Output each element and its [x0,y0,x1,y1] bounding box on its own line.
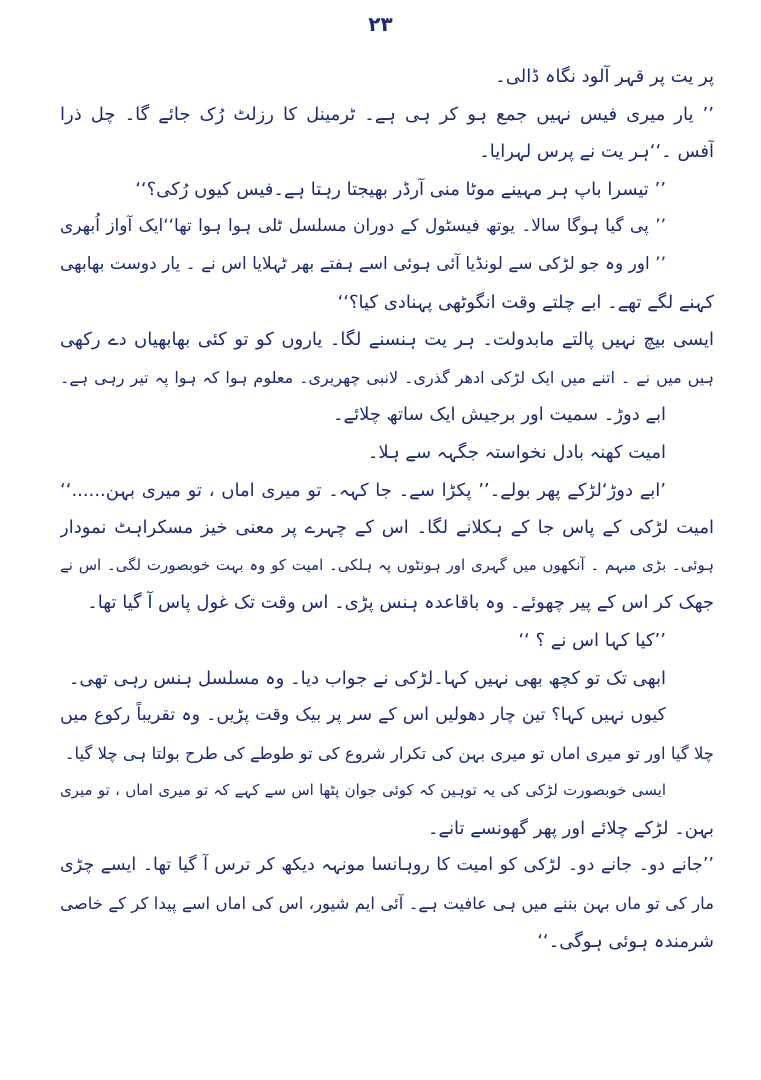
text-line: ’’ اور وہ جو لڑکی سے لونڈیا آئی ہوئی اسے ہفتے بھر ٹہلایا اس نے ۔ یار دوست بھابھی [60,253,666,274]
text-line: ابھی تک تو کچھ بھی نہیں کہا۔لڑکی نے جواب دیا۔ وہ مسلسل ہنس رہی تھی۔ [68,667,666,689]
text-line: ’’ پی گیا ہوگا سالا۔ یوتھ فیسٹول کے دوران مسلسل ٹلی ہوا ہوا تھا‘‘ایک آواز اُبھری [60,216,666,237]
text-line: چلا گیا اور تو میری اماں تو میری بہن کی تکرار شروع کی تو طوطے کی طرح بولتا ہی چلا گیا۔ [64,743,714,763]
text-line: ایسی خوبصورت لڑکی کی یہ توہین کہ کوئی جوان پٹھا اس سے کہے کہ تو میری اماں ، تو میری [60,781,666,800]
text-line: ’ابے دوڑ‘لڑکے پھر بولے۔’’ پکڑا سے۔ جا کہہ۔ تو میری اماں ، تو میری بہن......‘‘ [60,479,666,501]
page-number: ۲۳ [368,12,393,36]
text-line: ’’ تیسرا باپ ہر مہینے موٹا منی آرڈر بھیجتا رہتا ہے۔فیس کیوں رُکی؟‘‘ [135,178,666,200]
text-line: بہن۔ لڑکے چلائے اور پھر گھونسے تانے۔ [427,817,714,839]
text-line: ہوئی۔ بڑی مبہم ۔ آنکھوں میں گہری اور ہونٹوں پہ ہلکی۔ امیت کو وہ بہت خوبصورت لگی۔ اس نے [60,555,714,574]
text-line: ایسی بیچ نہیں پالتے مابدولت۔ ہر یت ہنسنے لگا۔ یاروں کو تو کئی بھابھیاں دے رکھی [60,329,714,351]
text-line: کیوں نہیں کہا؟ تین چار دھولیں اس کے سر پر بیک وقت پڑیں۔ وہ تقریباً رکوع میں [60,705,666,726]
text-line: آفس ۔‘‘ہر یت نے پرس لہرایا۔ [479,141,714,163]
text-line: شرمندہ ہوئی ہوگی۔‘‘ [537,930,714,952]
text-line: جھک کر اس کے پیر چھوئے۔ وہ باقاعدہ ہنس پڑی۔ اس وقت تک غول پاس آ گیا تھا۔ [87,592,714,614]
text-line: مار کی تو ماں بہن بننے میں ہی عافیت ہے۔ آئی ایم شیور، اس کی اماں اسے پیدا کر کے خاصی [60,894,714,914]
text-line: ’’ یار میری فیس نہیں جمع ہو کر ہی ہے۔ ٹرمینل کا رزلٹ رُک جائے گا۔ چل ذرا [60,103,714,125]
text-line: کہنے لگے تھے۔ ابے چلتے وقت انگوٹھی پہنادی کیا؟‘‘ [337,291,714,313]
text-line: ابے دوڑ۔ سمیت اور برجیش ایک ساتھ چلائے۔ [332,404,666,426]
text-line: امیت لڑکی کے پاس جا کے ہکلانے لگا۔ اس کے چہرے پر معنی خیز مسکراہٹ نمودار [60,517,714,539]
text-line: امیت کھنہ بادل نخواستہ جگہہ سے ہلا۔ [367,441,666,463]
text-line: پر یت پر قہر آلود نگاہ ڈالی۔ [495,66,714,87]
body-text [60,58,714,960]
text-line: ’’جانے دو۔ جانے دو۔ لڑکی کو امیت کا روہانسا مونہہ دیکھ کر ترس آ گیا تھا۔ ایسے چڑی [60,855,714,876]
text-line: ہیں میں نے ۔ اتنے میں ایک لڑکی ادھر گذری۔ لانبی چھریری۔ معلوم ہوا کہ ہوا پہ تیر رہی ہے۔ [60,367,714,387]
text-line: ’’کیا کہا اس نے ؟ ‘‘ [518,629,666,651]
